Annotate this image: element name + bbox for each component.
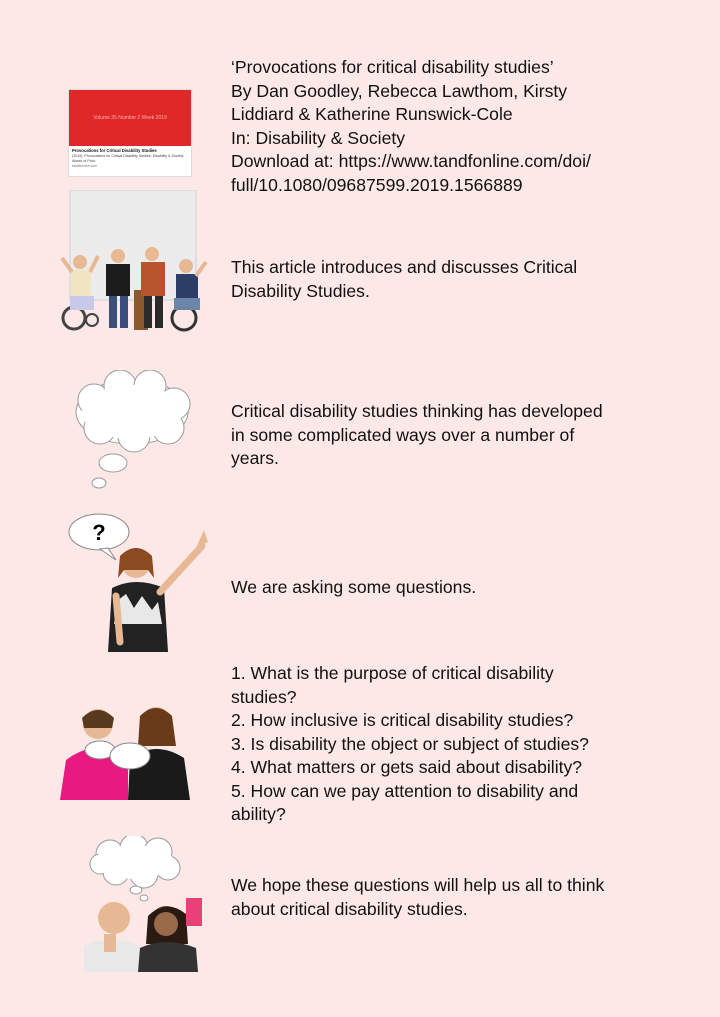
- citation-line: Liddiard & Katherine Runswick-Cole: [231, 104, 513, 124]
- developed-line: years.: [231, 448, 279, 468]
- thumbnail-subtitle: (2019). Provocations for Critical Disability Studies. Disability & Society. Ahead of Print.: [72, 154, 184, 163]
- citation-line: By Dan Goodley, Rebecca Lawthom, Kirsty: [231, 80, 568, 101]
- woman-raising-hand-illustration: [68, 512, 213, 657]
- citation-text: [231, 56, 701, 197]
- hope-line: We hope these questions will help us all to think: [231, 875, 605, 895]
- two-women-talking-illustration: [58, 700, 196, 805]
- questions-list: [231, 662, 701, 827]
- question-line: studies?: [231, 686, 297, 707]
- hope-text: [231, 874, 701, 921]
- question-line: 4. What matters or gets said about disability?: [231, 757, 583, 777]
- intro-line: This article introduces and discusses Critical: [231, 257, 578, 277]
- question-line: 3. Is disability the object or subject of studies?: [231, 733, 589, 754]
- question-line: 1. What is the purpose of critical disability: [231, 663, 554, 683]
- intro-text: [231, 256, 701, 303]
- hope-line: about critical disability studies.: [231, 898, 468, 919]
- developed-text: [231, 400, 701, 471]
- thumbnail-site: tandfonline.com: [72, 164, 98, 168]
- asking-line: We are asking some questions.: [231, 577, 477, 597]
- two-people-thinking-illustration: [80, 836, 202, 974]
- asking-text: [231, 576, 701, 600]
- thought-cloud-icon: [72, 370, 194, 495]
- question-line: ability?: [231, 804, 286, 824]
- thumbnail-banner: Volume 35 Number 2 Week 2019: [69, 90, 191, 146]
- citation-line: ‘Provocations for critical disability studies’: [231, 57, 554, 77]
- thumbnail-title: Provocations for Critical Disability Studies: [72, 148, 157, 153]
- people-presenting-illustration: [56, 190, 212, 335]
- question-line: 5. How can we pay attention to disability and: [231, 780, 579, 801]
- intro-line: Disability Studies.: [231, 280, 370, 301]
- developed-line: Critical disability studies thinking has developed: [231, 401, 603, 421]
- question-mark-icon: ?: [92, 520, 106, 545]
- developed-line: in some complicated ways over a number of: [231, 424, 575, 445]
- article-thumbnail: [68, 89, 192, 177]
- citation-line: Download at: https://www.tandfonline.com/doi/: [231, 151, 591, 171]
- question-line: 2. How inclusive is critical disability studies?: [231, 710, 574, 730]
- citation-line: In: Disability & Society: [231, 127, 406, 148]
- citation-line: full/10.1080/09687599.2019.1566889: [231, 174, 523, 195]
